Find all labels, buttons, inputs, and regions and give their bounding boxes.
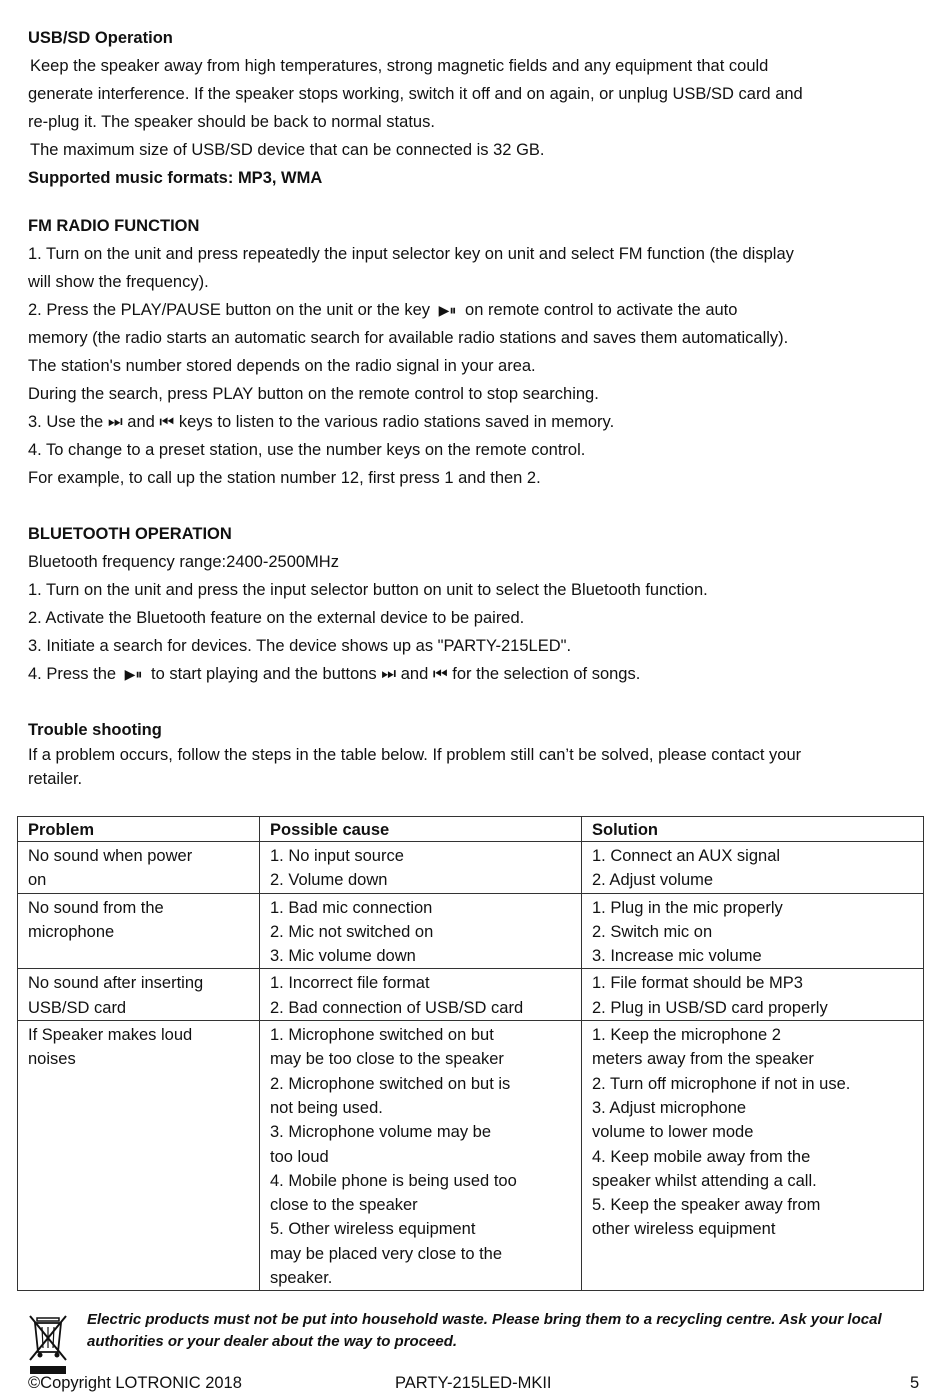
bt-line-4-end: for the selection of songs. [452,665,641,683]
solution-cell-line: 3. Increase mic volume [592,947,762,966]
cause-cell-line: too loud [270,1147,329,1166]
next-icon: ⏭ [381,665,397,683]
solution-cell-line: 1. File format should be MP3 [592,974,803,993]
prev-icon: ⏮ [159,413,175,431]
trouble-line-1: If a problem occurs, follow the steps in the table below. If problem still can’t be solved, please contact your [28,746,802,764]
footer-copyright: ©Copyright LOTRONIC 2018 [28,1374,242,1392]
table-row [18,1021,924,1291]
cause-cell-line: 3. Mic volume down [270,947,416,966]
fm-line-3-end: on remote control to activate the auto [465,301,738,319]
solution-cell-line: 5. Keep the speaker away from [592,1196,821,1215]
fm-line-7-and: and [127,413,155,431]
cause-cell-line: close to the speaker [270,1196,418,1215]
usb-paragraph-line-1: Keep the speaker away from high temperatures, strong magnetic fields and any equipment that could [30,57,769,75]
bt-line-4 [28,664,640,684]
cause-cell-line: may be too close to the speaker [270,1050,504,1069]
fm-line-6: During the search, press PLAY button on the remote control to stop searching. [28,385,599,403]
fm-line-7-end: keys to listen to the various radio stations saved in memory. [178,413,615,431]
usb-heading: USB/SD Operation [28,29,173,47]
problem-cell [18,969,260,1021]
crossed-out-wheelie-bin-icon [28,1314,68,1376]
header-cause: Possible cause [260,817,582,842]
solution-cell-line: 3. Adjust microphone [592,1098,747,1117]
fm-line-1: 1. Turn on the unit and press repeatedly the input selector key on unit and select FM function (the display [28,245,794,263]
usb-max-size: The maximum size of USB/SD device that can be connected is 32 GB. [30,141,545,159]
solution-cell-line: meters away from the speaker [592,1050,814,1069]
fm-line-7 [28,412,614,432]
solution-cell [582,842,924,894]
table-body [18,842,924,1291]
bt-line-3: 3. Initiate a search for devices. The device shows up as "PARTY-215LED". [28,637,572,655]
problem-cell-line: on [28,871,47,890]
fm-line-4: memory (the radio starts an automatic search for available radio stations and saves them automatically). [28,329,789,347]
solution-cell [582,893,924,969]
solution-cell-line: 2. Switch mic on [592,922,713,941]
fm-heading: FM RADIO FUNCTION [28,217,200,235]
cause-cell-line: 2. Microphone switched on but is [270,1074,511,1093]
footer-model: PARTY-215LED-MKII [395,1374,552,1392]
header-problem: Problem [18,817,260,842]
cause-cell-line: may be placed very close to the [270,1244,503,1263]
prev-icon: ⏮ [432,665,448,683]
cause-cell [260,969,582,1021]
cause-cell-line: 1. No input source [270,847,404,865]
footer-page-number: 5 [910,1374,920,1392]
problem-cell-line: microphone [28,922,115,941]
fm-line-8: 4. To change to a preset station, use the number keys on the remote control. [28,441,586,459]
bt-line-1: 1. Turn on the unit and press the input selector button on unit to select the Bluetooth function. [28,581,708,599]
problem-cell-line: No sound after inserting [28,974,204,993]
usb-paragraph-line-2: generate interference. If the speaker stops working, switch it off and on again, or unplug USB/SD card and [28,85,803,103]
cause-cell [260,842,582,894]
problem-cell [18,1021,260,1291]
cause-cell [260,1021,582,1291]
bt-line-4-and: and [400,665,429,683]
solution-cell-line: 2. Adjust volume [592,871,714,890]
solution-cell-line: 2. Turn off microphone if not in use. [592,1074,851,1093]
trouble-table [17,816,924,1291]
table-row [18,969,924,1021]
solution-cell-line: 1. Connect an AUX signal [592,847,781,865]
cause-cell-line: 2. Bad connection of USB/SD card [270,998,524,1017]
cause-cell-line: 1. Bad mic connection [270,898,433,917]
cause-cell-line: not being used. [270,1098,383,1117]
usb-formats: Supported music formats: MP3, WMA [28,169,323,187]
solution-cell-line: 1. Keep the microphone 2 [592,1026,781,1045]
bt-line-4-start: 4. Press the [28,665,117,683]
play-pause-icon: ▶⏸ [124,666,143,682]
trouble-line-2: retailer. [28,770,83,788]
solution-cell [582,1021,924,1291]
solution-cell-line: other wireless equipment [592,1220,776,1239]
cause-cell-line: speaker. [270,1269,333,1288]
fm-line-2: will show the frequency). [28,273,209,291]
header-solution: Solution [582,817,924,842]
cause-cell [260,893,582,969]
fm-line-3-start: 2. Press the PLAY/PAUSE button on the unit or the key [28,301,431,319]
bt-line-4-mid: to start playing and the buttons [151,665,377,683]
problem-cell-line: If Speaker makes loud [28,1026,193,1045]
cause-cell-line: 1. Microphone switched on but [270,1026,494,1045]
problem-cell-line: noises [28,1050,76,1069]
problem-cell [18,842,260,894]
solution-cell [582,969,924,1021]
weee-notice-line-2: authorities or your dealer about the way to proceed. [87,1333,458,1350]
bt-line-2: 2. Activate the Bluetooth feature on the external device to be paired. [28,609,525,627]
table-row [18,893,924,969]
weee-notice [87,1309,932,1353]
solution-cell-line: 2. Plug in USB/SD card properly [592,998,828,1017]
cause-cell-line: 2. Mic not switched on [270,922,434,941]
usb-paragraph-line-3: re-plug it. The speaker should be back to normal status. [28,113,435,131]
fm-line-5: The station's number stored depends on the radio signal in your area. [28,357,536,375]
fm-line-7-start: 3. Use the [28,413,104,431]
problem-cell-line: USB/SD card [28,998,127,1017]
cause-cell-line: 4. Mobile phone is being used too [270,1171,517,1190]
solution-cell-line: 1. Plug in the mic properly [592,898,783,917]
weee-notice-line-1: Electric products must not be put into household waste. Please bring them to a recycling centre. Ask your local [87,1311,882,1328]
play-pause-icon: ▶⏸ [438,302,457,318]
solution-cell-line: volume to lower mode [592,1123,754,1142]
bt-range: Bluetooth frequency range:2400-2500MHz [28,553,339,571]
fm-line-3 [28,300,737,320]
cause-cell-line: 5. Other wireless equipment [270,1220,476,1239]
problem-cell-line: No sound when power [28,847,193,865]
cause-cell-line: 1. Incorrect file format [270,974,430,993]
fm-line-9: For example, to call up the station number 12, first press 1 and then 2. [28,469,541,487]
problem-cell-line: No sound from the [28,898,164,917]
solution-cell-line: speaker whilst attending a call. [592,1171,817,1190]
cause-cell-line: 3. Microphone volume may be [270,1123,492,1142]
table-row [18,842,924,894]
trouble-heading: Trouble shooting [28,721,162,739]
cause-cell-line: 2. Volume down [270,871,388,890]
table-header-row [18,817,924,842]
solution-cell-line: 4. Keep mobile away from the [592,1147,811,1166]
next-icon: ⏭ [107,413,123,431]
bt-heading: BLUETOOTH OPERATION [28,525,232,543]
problem-cell [18,893,260,969]
